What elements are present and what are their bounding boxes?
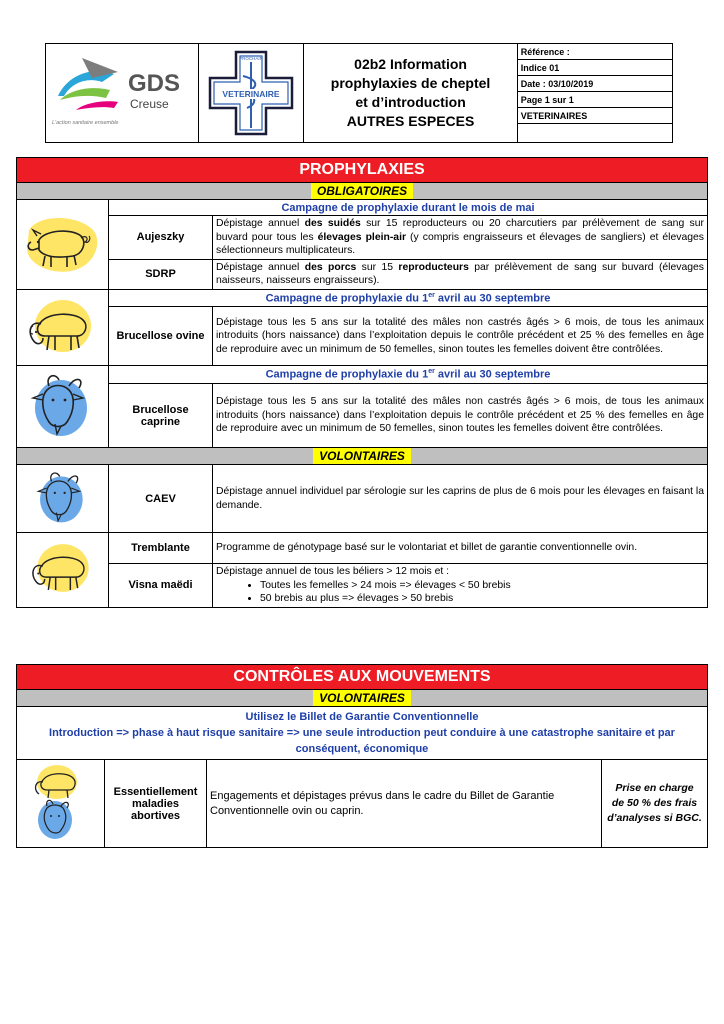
doc-title-cell [304,44,517,143]
sheep-icon-cell [17,290,109,366]
prophylaxies-title: PROPHYLAXIES [17,158,708,183]
tremblante-desc: Programme de génotypage basé sur le volontariat et billet de garantie conventionnelle ovin. [213,533,708,564]
doc-reference: Référence : [518,44,672,60]
pig-icon-cell [17,200,109,290]
sheep-campaign: Campagne de prophylaxie du 1er avril au 30 septembre [109,290,708,307]
doc-indice: Indice 01 [518,60,672,76]
doc-meta-cell [517,44,672,143]
bgc-desc: Engagements et dépistages prévus dans le cadre du Billet de Garantie Conventionnelle ovin ou caprin. [207,760,602,848]
vet-logo-text: VETERINAIRE [222,89,280,99]
visna-name: Visna maëdi [109,564,213,608]
goat-icon-cell [17,366,109,448]
caev-name: CAEV [109,465,213,533]
goat-icon-cell [17,465,109,533]
visna-bullet: • Toutes les femelles > 24 mois => élevages < 50 brebis [260,579,704,593]
mouvements-title: CONTRÔLES AUX MOUVEMENTS [17,665,708,690]
doc-service: VETERINAIRES [518,108,672,124]
gds-tagline: L'action sanitaire ensemble [52,120,119,126]
sheep-goat-icon-cell [17,760,105,848]
mouvements-table [16,664,708,848]
obligatoires-label: OBLIGATOIRES [311,183,413,199]
pig-campaign: Campagne de prophylaxie durant le mois de mai [109,200,708,216]
brucellose-caprine-name: Brucellose caprine [109,384,213,448]
brucellose-ovine-name: Brucellose ovine [109,306,213,365]
tremblante-name: Tremblante [109,533,213,564]
aujeszky-desc: Dépistage annuel des suidés sur 15 reproducteurs ou 20 charcutiers par prélèvement de sang sur buvard pour tous les élevages plein-air (y compris engraisseurs et élevages de sangliers) et élevages sélectionneurs multiplicateurs. [213,216,708,260]
doc-date: Date : 03/10/2019 [518,76,672,92]
pig-icon [19,200,107,286]
document-header [45,43,673,143]
mouvements-intro [17,707,708,760]
volontaires-label: VOLONTAIRES [313,448,411,464]
sheep-goat-icon [19,760,103,844]
doc-title-line: AUTRES ESPECES [346,113,475,129]
brucellose-ovine-desc: Dépistage tous les 5 ans sur la totalité des mâles non castrés âgés > 6 mois, de tous les animaux introduits (hors naissance) dans l’exploitation depuis le contrôle précédent et 25 % des femelles en âge de reproduire avec un minimum de 50 femelles, sinon toutes les femelles doivent être contrôlées. [213,306,708,365]
goat-icon [19,366,107,444]
mouvements-line2: Introduction => phase à haut risque sanitaire => une seule introduction peut conduire à une catastrophe sanitaire et par conséquent, économique [49,727,675,755]
sdrp-name: SDRP [109,259,213,289]
gds-logo-cell [46,44,199,143]
doc-title-line: 02b2 Information [354,56,467,72]
doc-title-line: prophylaxies de cheptel [330,75,491,91]
mouvements-volontaires-band [17,690,708,707]
maladies-abortives-name: Essentiellement maladies abortives [105,760,207,848]
visna-bullet: • 50 brebis au plus => élevages > 50 brebis [260,592,704,606]
volontaires-band [17,448,708,465]
sheep-icon [19,290,107,362]
veterinaire-cross-icon [199,44,303,139]
mouvements-volontaires-label: VOLONTAIRES [313,690,411,706]
vet-logo-small: PROCHAIN [239,56,264,61]
sheep-icon-cell [17,533,109,608]
doc-title [304,55,516,131]
doc-title-line: et d’introduction [355,94,466,110]
obligatoires-band [17,183,708,200]
gds-logo-text: GDS [128,70,181,97]
gds-logo-icon [46,44,198,139]
sdrp-desc: Dépistage annuel des porcs sur 15 reproducteurs par prélèvement de sang sur buvard (élevages naisseurs, naisseurs engraisseurs). [213,259,708,289]
doc-page: Page 1 sur 1 [518,92,672,108]
bgc-note: Prise en charge de 50 % des frais d’analyses si BGC. [602,760,708,848]
mouvements-line1: Utilisez le Billet de Garantie Conventionnelle [245,711,479,723]
goat-campaign: Campagne de prophylaxie du 1er avril au 30 septembre [109,366,708,384]
sheep-icon [19,535,107,601]
brucellose-caprine-desc: Dépistage tous les 5 ans sur la totalité des mâles non castrés âgés > 6 mois, de tous les animaux introduits (hors naissance) dans l’exploitation depuis le contrôle précédent et 25 % des femelles en âge de reproduire avec un minimum de 50 femelles, sinon toutes les femelles doivent être contrôlées. [213,384,708,448]
vet-logo-cell [199,44,304,143]
goat-icon [19,465,107,529]
visna-desc: Dépistage annuel de tous les béliers > 12 mois et : • Toutes les femelles > 24 mois => élevages < 50 brebis • 50 brebis au plus => élevages > 50 brebis [213,564,708,608]
gds-logo-sub: Creuse [130,97,169,111]
aujeszky-name: Aujeszky [109,216,213,260]
prophylaxies-table [16,157,708,608]
caev-desc: Dépistage annuel individuel par sérologie sur les caprins de plus de 6 mois pour les élevages en faisant la demande. [213,465,708,533]
